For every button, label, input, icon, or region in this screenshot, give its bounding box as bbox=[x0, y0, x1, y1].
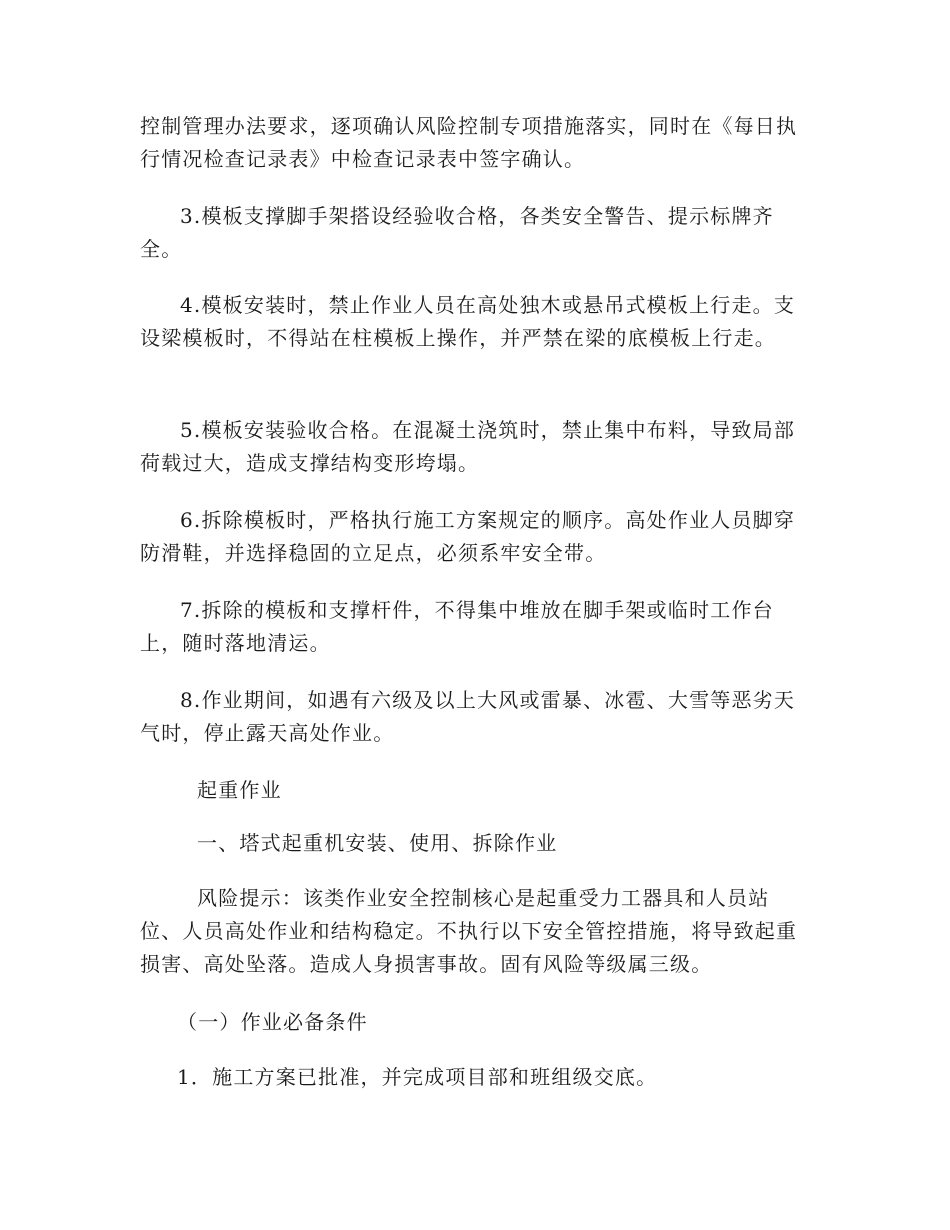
section-heading-lifting: 起重作业 bbox=[197, 778, 282, 802]
paragraph-item-5: 5.模板安装验收合格。在混凝土浇筑时，禁止集中布料，导致局部荷载过大，造成支撑结构变形垮塌。 bbox=[140, 418, 796, 475]
paragraph-item-7: 7.拆除的模板和支撑杆件，不得集中堆放在脚手架或临时工作台上，随时落地清运。 bbox=[140, 598, 774, 655]
paragraph-item-8: 8.作业期间，如遇有六级及以上大风或雷暴、冰雹、大雪等恶劣天气时，停止露天高处作业。 bbox=[140, 688, 796, 745]
paragraph-condition-1: 1．施工方案已批准，并完成项目部和班组级交底。 bbox=[177, 1065, 658, 1089]
subsection-heading-conditions: （一）作业必备条件 bbox=[177, 1010, 368, 1034]
paragraph-item-6: 6.拆除模板时，严格执行施工方案规定的顺序。高处作业人员脚穿防滑鞋，并选择稳固的立足点，必须系牢安全带。 bbox=[140, 508, 796, 565]
paragraph-item-4: 4.模板安装时，禁止作业人员在高处独木或悬吊式模板上行走。支设梁模板时，不得站在柱模板上操作，并严禁在梁的底模板上行走。 bbox=[140, 293, 796, 350]
paragraph-risk-notice: 风险提示：该类作业安全控制核心是起重受力工器具和人员站位、人员高处作业和结构稳定。不执行以下安全管控措施，将导致起重损害、高处坠落。造成人身损害事故。固有风险等级属三级。 bbox=[140, 886, 798, 976]
paragraph-continuation: 控制管理办法要求，逐项确认风险控制专项措施落实，同时在《每日执行情况检查记录表》中检查记录表中签字确认。 bbox=[140, 114, 798, 171]
paragraph-item-3: 3.模板支撑脚手架搭设经验收合格，各类安全警告、提示标牌齐全。 bbox=[140, 204, 774, 261]
section-heading-tower-crane: 一、塔式起重机安装、使用、拆除作业 bbox=[197, 831, 558, 855]
